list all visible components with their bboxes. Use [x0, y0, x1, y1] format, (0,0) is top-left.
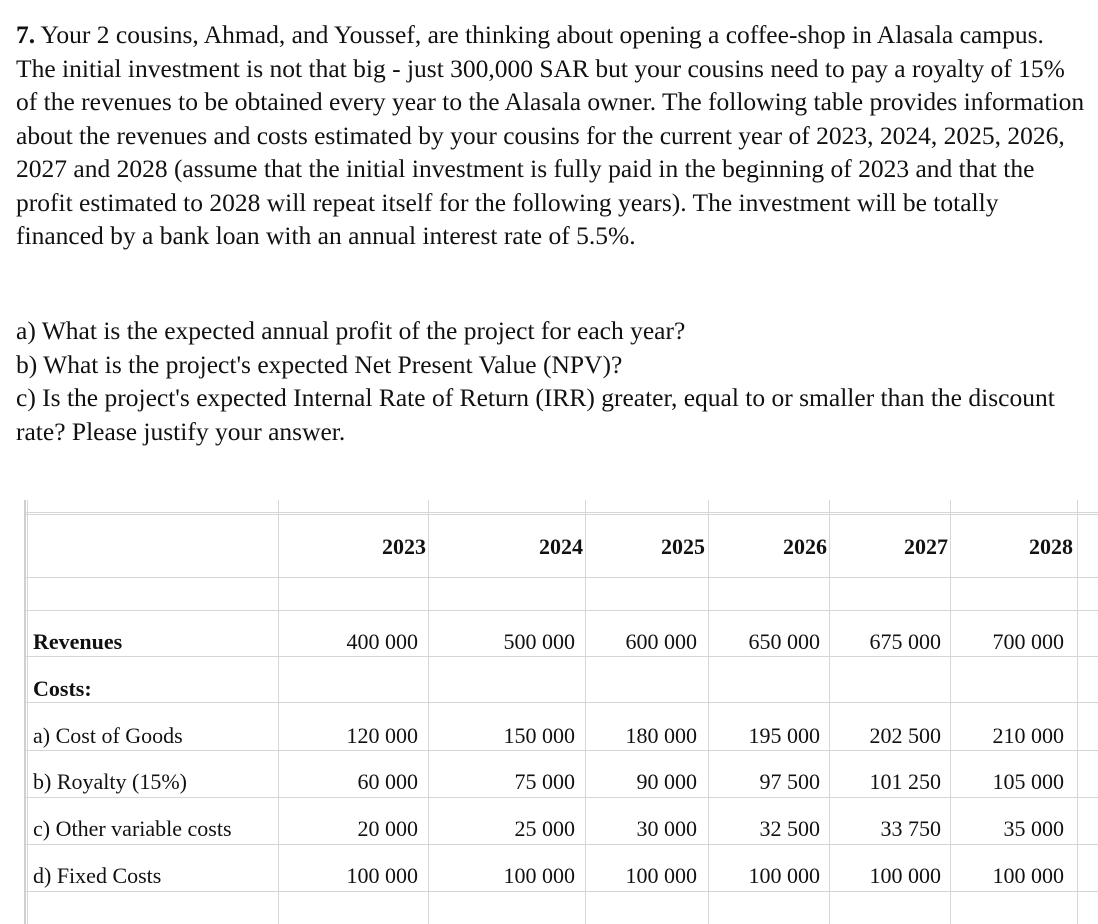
royalty-2023: 60 000 [357, 769, 418, 794]
row-label-other-variable-costs: c) Other variable costs [33, 816, 232, 841]
cost-of-goods-2024: 150 000 [503, 723, 575, 748]
fixed-costs-2026: 100 000 [748, 863, 820, 888]
revenues-2025: 600 000 [625, 629, 697, 654]
grid-line [585, 500, 586, 924]
grid-line [950, 500, 951, 924]
cost-of-goods-2023: 120 000 [346, 723, 418, 748]
year-header-2023: 2023 [382, 534, 426, 559]
fixed-costs-2023: 100 000 [346, 863, 418, 888]
year-header-2028: 2028 [1029, 534, 1073, 559]
question-body: Your 2 cousins, Ahmad, and Youssef, are thinking about opening a coffee-shop in Alasala campus. The initial investment is not that big - just 300,000 SAR but your cousins need to pay a royalty of 15% of the revenues to be obtained every year to the Alasala owner. The following table provides information about the revenues and costs estimated by your cousins for the current year of 2023, 2024, 2025, 2026, 2027 and 2028 (assume that the initial investment is fully paid in the beginning of 2023 and that the profit estimated to 2028 will repeat itself for the following years). The investment will be totally financed by a bank loan with an annual interest rate of 5.5%. [16, 20, 1085, 250]
grid-line [24, 577, 1098, 578]
part-a: a) What is the expected annual profit of the project for each year? [16, 316, 686, 345]
grid-line [708, 500, 709, 924]
row-label-royalty: b) Royalty (15%) [33, 769, 187, 794]
royalty-2027: 101 250 [869, 769, 941, 794]
cost-of-goods-2026: 195 000 [748, 723, 820, 748]
question-parts [16, 314, 1086, 448]
grid-line [27, 500, 28, 924]
grid-line [24, 656, 1098, 657]
data-table [24, 500, 1098, 924]
grid-line [24, 844, 1098, 845]
other-variable-costs-2023: 20 000 [357, 816, 418, 841]
grid-line [24, 500, 26, 924]
row-label-costs: Costs: [33, 676, 92, 701]
grid-line [24, 702, 1098, 703]
grid-line [24, 750, 1098, 751]
other-variable-costs-2024: 25 000 [514, 816, 575, 841]
fixed-costs-2024: 100 000 [503, 863, 575, 888]
grid-line [829, 500, 830, 924]
revenues-2024: 500 000 [503, 629, 575, 654]
royalty-2028: 105 000 [992, 769, 1064, 794]
question-number: 7. [16, 20, 36, 49]
row-label-fixed-costs: d) Fixed Costs [33, 863, 162, 888]
cost-of-goods-2025: 180 000 [625, 723, 697, 748]
revenues-2028: 700 000 [992, 629, 1064, 654]
year-header-2027: 2027 [904, 534, 948, 559]
grid-line [24, 512, 1098, 513]
fixed-costs-2028: 100 000 [992, 863, 1064, 888]
revenues-2027: 675 000 [869, 629, 941, 654]
grid-line [428, 500, 429, 924]
year-header-2024: 2024 [539, 534, 583, 559]
row-label-revenues: Revenues [33, 629, 123, 654]
row-label-cost-of-goods: a) Cost of Goods [33, 723, 183, 748]
fixed-costs-2027: 100 000 [869, 863, 941, 888]
question-text [16, 18, 1086, 253]
year-header-2025: 2025 [661, 534, 705, 559]
other-variable-costs-2025: 30 000 [636, 816, 697, 841]
grid-line [24, 610, 1098, 611]
revenues-2026: 650 000 [748, 629, 820, 654]
royalty-2026: 97 500 [759, 769, 820, 794]
fixed-costs-2025: 100 000 [625, 863, 697, 888]
other-variable-costs-2028: 35 000 [1003, 816, 1064, 841]
grid-line [24, 891, 1098, 892]
royalty-2025: 90 000 [636, 769, 697, 794]
grid-line [24, 797, 1098, 798]
year-header-2026: 2026 [783, 534, 827, 559]
revenues-2023: 400 000 [346, 629, 418, 654]
grid-line [24, 514, 1098, 515]
royalty-2024: 75 000 [514, 769, 575, 794]
cost-of-goods-2027: 202 500 [869, 723, 941, 748]
part-c: c) Is the project's expected Internal Rate of Return (IRR) greater, equal to or smaller than the discount rate? Please justify your answer. [16, 383, 1055, 446]
part-b: b) What is the project's expected Net Present Value (NPV)? [16, 349, 623, 379]
other-variable-costs-2026: 32 500 [759, 816, 820, 841]
other-variable-costs-2027: 33 750 [880, 816, 941, 841]
cost-of-goods-2028: 210 000 [992, 723, 1064, 748]
grid-line [1077, 500, 1078, 924]
grid-line [278, 500, 279, 924]
